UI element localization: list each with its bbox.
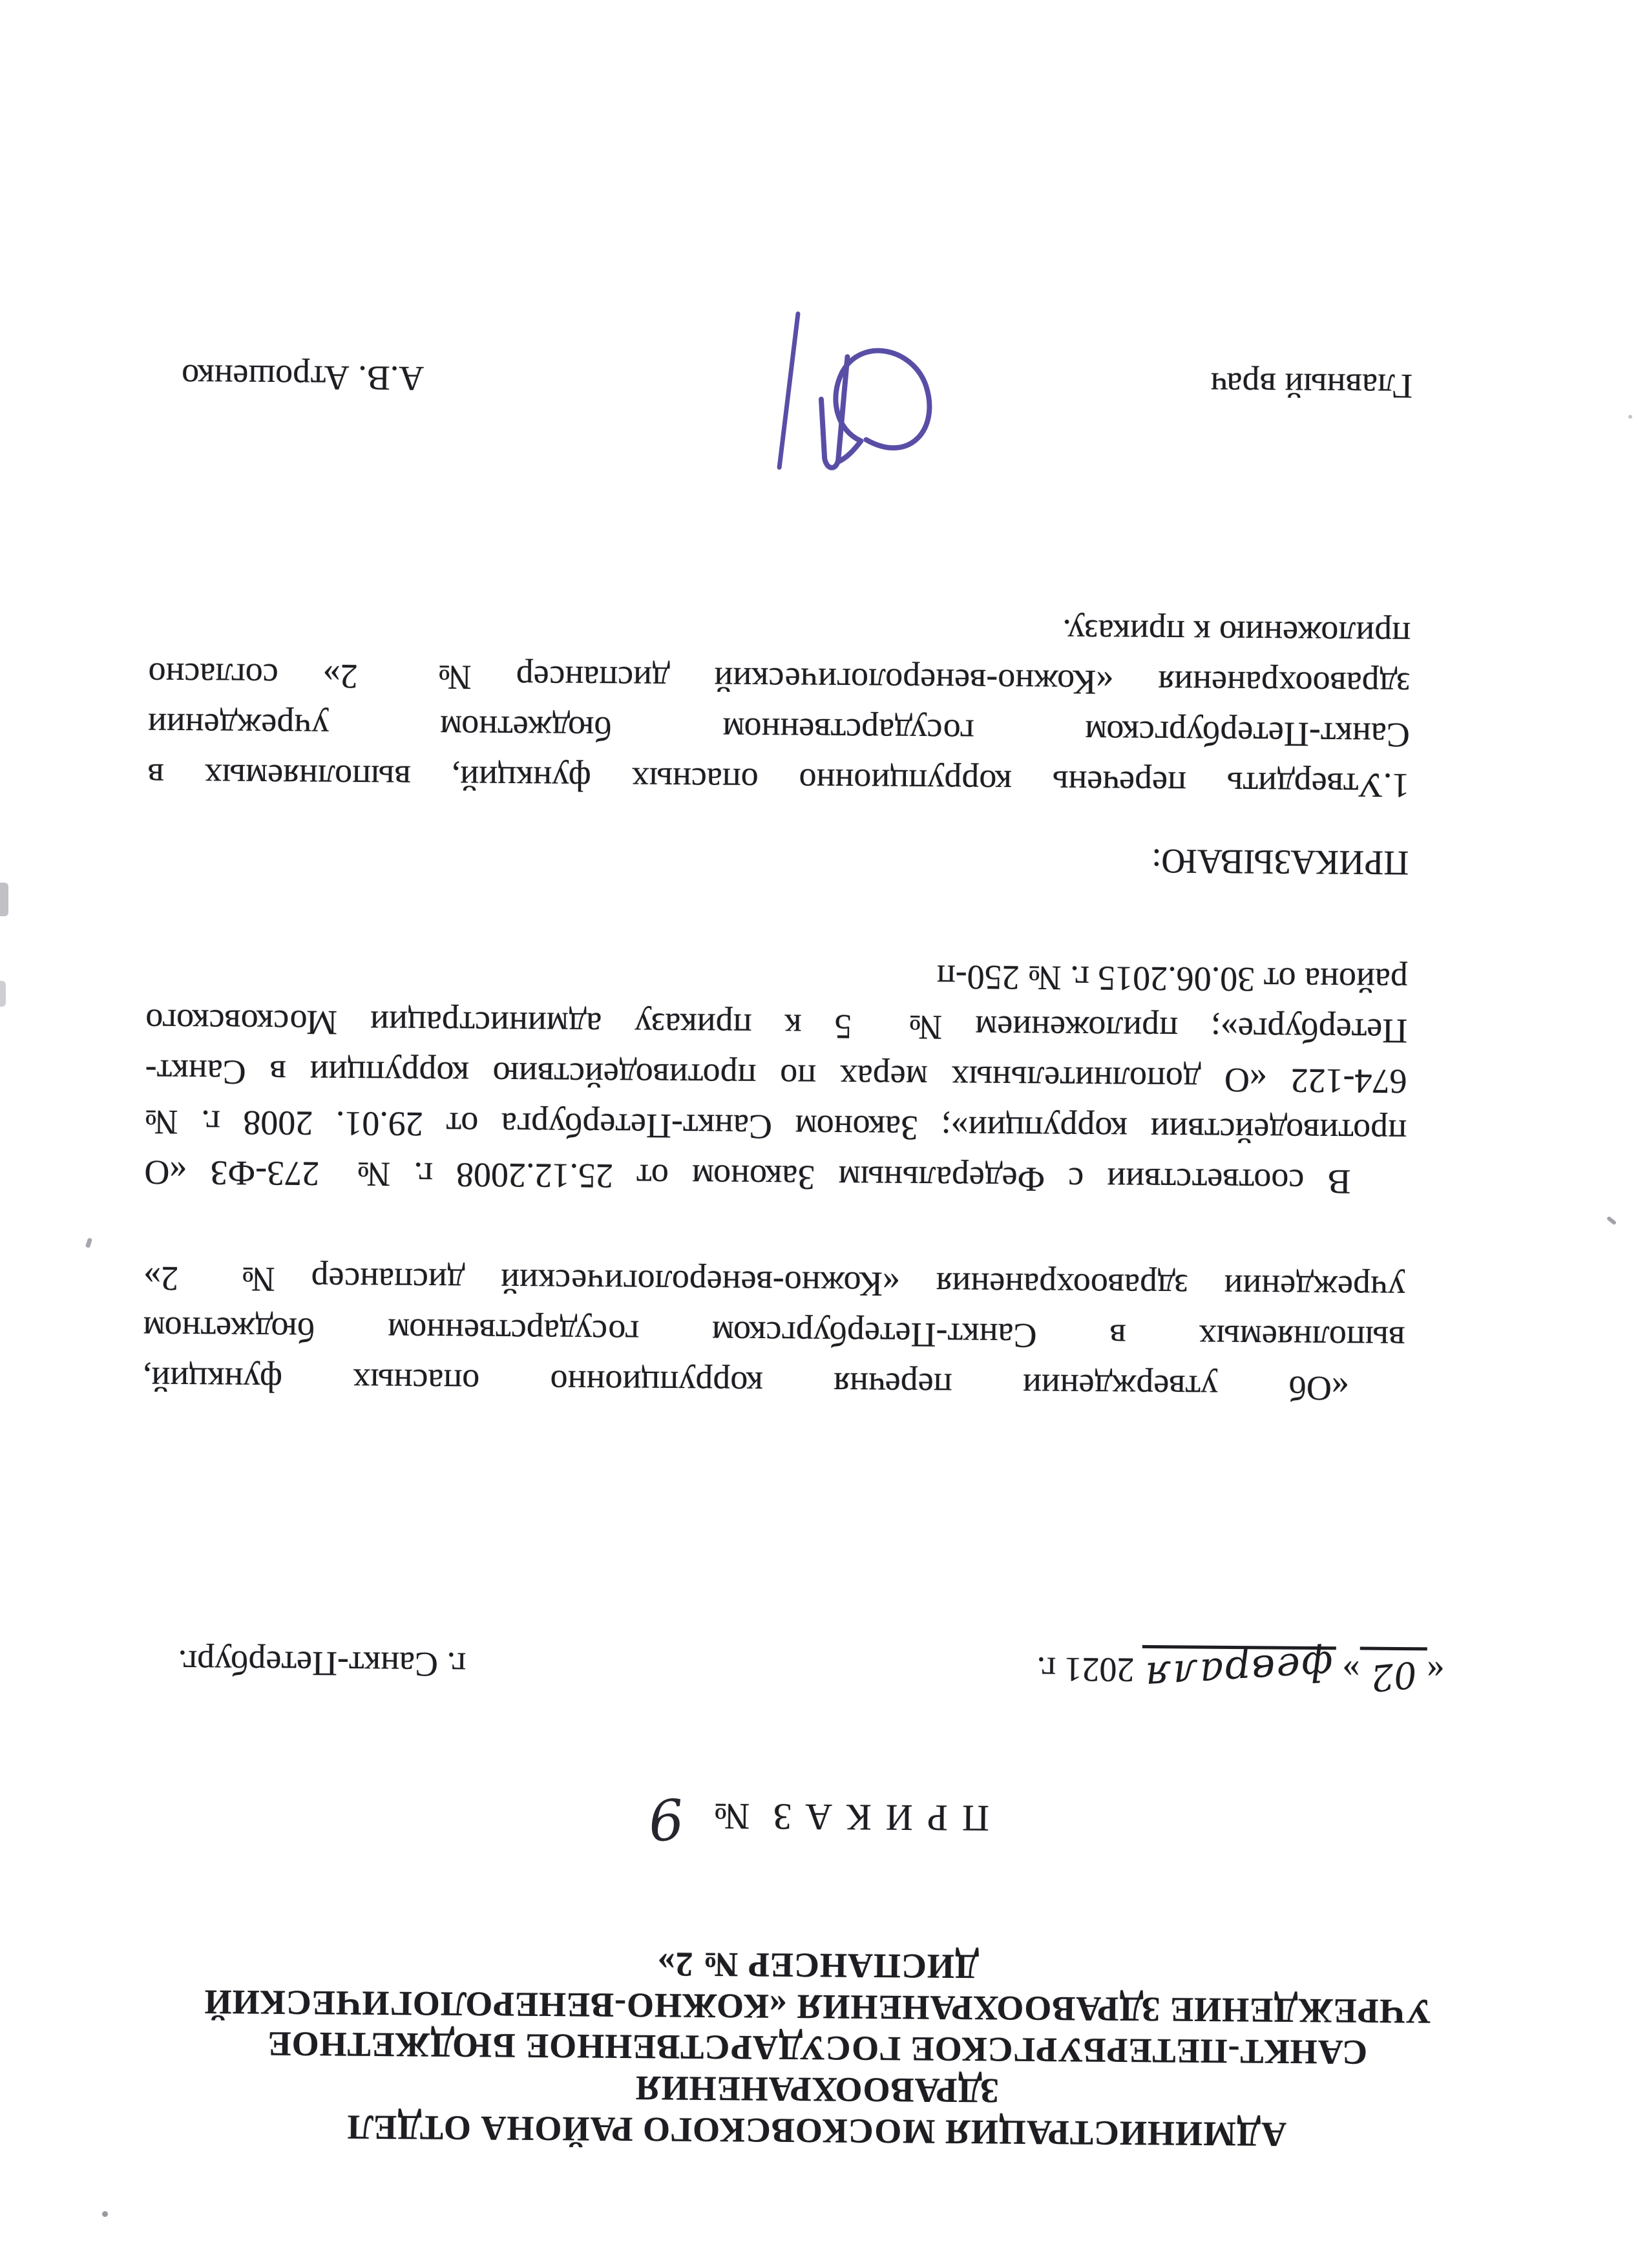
order-title-word: ПРИКАЗ: [759, 1796, 990, 1840]
subject-paragraph: [143, 1254, 1406, 1414]
organization-header: [0, 1938, 1643, 2158]
date-field: [1036, 1644, 1445, 1703]
signer-role: Главный врач: [1210, 365, 1413, 406]
org-header-line: АДМИНИСТРАЦИЯ МОСКОВСКОГО РАЙОНА ОТДЕЛ: [346, 2108, 1287, 2154]
org-header-line: ЗДРАВООХРАНЕНИЯ: [635, 2068, 1000, 2111]
order-item-line: приложению к приказу.: [1062, 612, 1411, 655]
preamble-line: Петербурге»; приложением № 5 к приказу администрации Московского: [145, 1002, 1408, 1051]
scan-speck: [102, 2211, 108, 2217]
city-label: г. Санкт-Петербург.: [178, 1643, 467, 1685]
preamble-line: В соответствии с Федеральным Законом от 25.12.2008 г. № 273-ФЗ «О: [144, 1153, 1351, 1202]
org-header-line: ДИСПАНСЕР № 2»: [656, 1945, 980, 1986]
signature-ink: [756, 302, 951, 484]
scan-edge-smudge: [0, 883, 8, 916]
year-label: 2021 г.: [1036, 1650, 1135, 1690]
signer-name: А.В. Атрошенко: [181, 357, 425, 399]
subject-line: «Об утверждении перечня коррупционно опасных функций,: [142, 1360, 1350, 1409]
scan-edge-smudge: [0, 981, 6, 1007]
order-item-line: здравоохранения «Кожно-венерологический диспансер № 2» согласно: [148, 655, 1411, 705]
preamble-line: 674-122 «О дополнительных мерах по противодействию коррупции в Санкт-: [145, 1052, 1407, 1102]
order-number-handwritten: 9: [646, 1785, 687, 1853]
day-blank: [1360, 1647, 1427, 1701]
month-blank: [1142, 1642, 1336, 1702]
order-item-line: 1.Утвердить перечень коррупционно опасных функций, выполняемых в: [147, 756, 1410, 806]
preamble-line: противодействии коррупции»; Законом Санкт-Петербурга от 29.01. 2008 г. №: [144, 1102, 1407, 1152]
quote-close: »: [1342, 1652, 1360, 1692]
preamble-paragraph: [144, 946, 1408, 1208]
order-title: [0, 1785, 1644, 1856]
org-header-line: УЧРЕЖДЕНИЕ ЗДРАВООХРАНЕНИЯ «КОЖНО-ВЕНЕРОЛОГИЧЕСКИЙ: [204, 1982, 1432, 2032]
day-handwritten: 02: [1368, 1652, 1419, 1699]
quote-open: «: [1427, 1653, 1445, 1692]
subject-line: учреждении здравоохранения «Кожно-венерологический диспансер № 2»: [143, 1259, 1406, 1308]
subject-line: выполняемых в Санкт-Петербургском государственном бюджетном: [143, 1309, 1405, 1359]
order-item-1: [147, 600, 1411, 811]
order-number-sign: №: [713, 1795, 750, 1838]
scan-speck: [1628, 415, 1632, 419]
order-item-line: Санкт-Петербургском государственном бюджетном учреждении: [147, 706, 1411, 755]
org-header-line: САНКТ-ПЕТЕРБУРГСКОЕ ГОСУДАРСТВЕННОЕ БЮДЖЕТНОЕ: [267, 2024, 1368, 2072]
preamble-line: района от 30.06.2015 г. № 250-п: [936, 958, 1409, 1001]
month-handwritten: февраля: [1142, 1642, 1335, 1701]
directive-word: ПРИКАЗЫВАЮ:: [1151, 841, 1409, 883]
date-and-city-row: [178, 1637, 1445, 1703]
